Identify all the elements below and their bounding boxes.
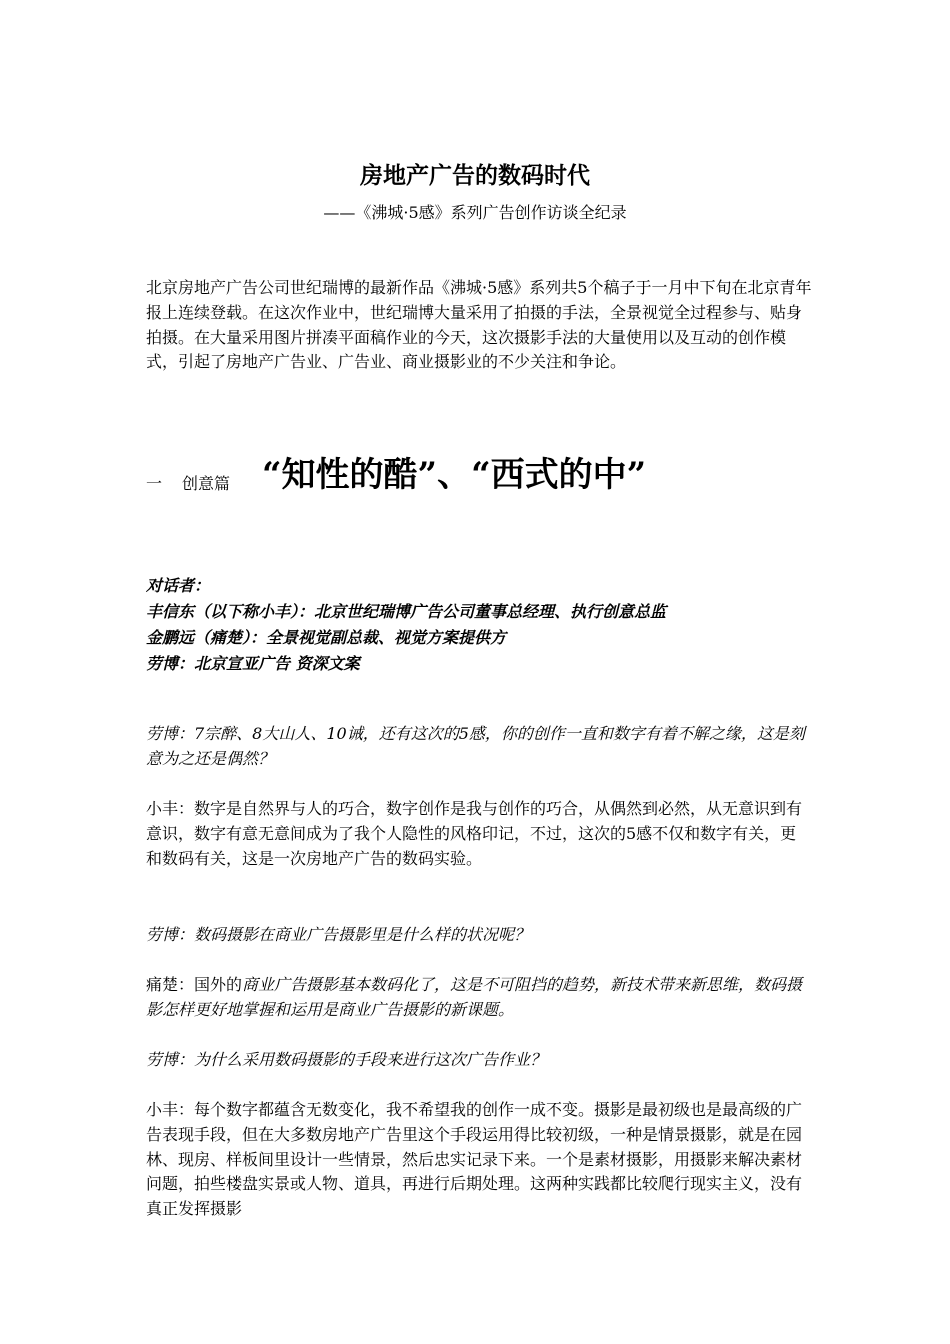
question-2: 劳博：数码摄影在商业广告摄影里是什么样的状况呢？ <box>146 925 531 944</box>
participant-item: 劳博：北京宣亚广告 资深文案 <box>146 654 360 673</box>
answer-2-text: 商业广告摄影基本数码化了，这是不可阻挡的趋势，新技术带来新思维，数码摄影怎样更好地掌握和运用是商业广告摄影的新课题。 <box>146 975 803 1019</box>
document-subtitle: ——《沸城·5感》系列广告创作访谈全纪录 <box>323 203 627 222</box>
participant-item: 金鹏远（痛楚）：全景视觉副总裁、视觉方案提供方 <box>146 628 507 647</box>
answer-1: 小丰：数字是自然界与人的巧合，数字创作是我与创作的巧合，从偶然到必然，从无意识到有意识，数字有意无意间成为了我个人隐性的风格印记，不过，这次的5感不仅和数字有关，更和数码有关，这是一次房地产广告的数码实验。 <box>146 799 803 868</box>
section-title: “知性的酷”、“西式的中” <box>262 455 647 495</box>
answer-2-speaker: 痛楚：国外的 <box>146 975 243 994</box>
participants-block <box>146 573 812 677</box>
question-3: 劳博：为什么采用数码摄影的手段来进行这次广告作业？ <box>146 1050 547 1069</box>
intro-paragraph: 北京房地产广告公司世纪瑞博的最新作品《沸城·5感》系列共5个稿子于一月中下旬在北京青年报上连续登载。在这次作业中，世纪瑞博大量采用了拍摄的手法，全景视觉全过程参与、贴身拍摄。在大量采用图片拼凑平面稿作业的今天，这次摄影手法的大量使用以及互动的创作模式，引起了房地产广告业、广告业、商业摄影业的不少关注和争论。 <box>146 278 812 372</box>
answer-2 <box>146 973 812 1023</box>
participants-heading: 对话者： <box>146 576 211 595</box>
section-name: 创意篇 <box>182 474 231 493</box>
answer-3: 小丰：每个数字都蕴含无数变化，我不希望我的创作一成不变。摄影是最初级也是最高级的广告表现手段，但在大多数房地产广告里这个手段运用得比较初级，一种是情景摄影，就是在园林、现房、样板间里设计一些情景，然后忠实记录下来。一个是素材摄影，用摄影来解决素材问题，拍些楼盘实景或人物、道具，再进行后期处理。这两种实践都比较爬行现实主义，没有真正发挥摄影 <box>146 1100 803 1219</box>
section-number: 一 <box>146 474 163 493</box>
document-title: 房地产广告的数码时代 <box>360 162 590 189</box>
section-heading <box>146 452 812 502</box>
question-1: 劳博：7宗醉、8大山人、10诫，还有这次的5感，你的创作一直和数字有着不解之缘，这是刻意为之还是偶然？ <box>146 724 805 768</box>
participant-item: 丰信东（以下称小丰）：北京世纪瑞博广告公司董事总经理、执行创意总监 <box>146 602 667 621</box>
